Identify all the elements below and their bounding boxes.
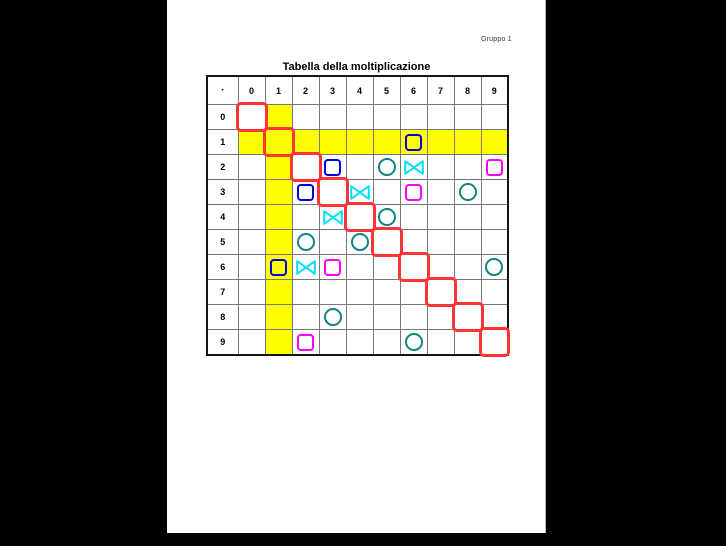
cell-content bbox=[347, 280, 373, 304]
table-row bbox=[207, 205, 508, 230]
cell-r4c2 bbox=[292, 205, 319, 230]
cell-r2c8 bbox=[454, 155, 481, 180]
cell-content bbox=[266, 280, 292, 304]
cell-content bbox=[266, 180, 292, 204]
cell-r1c7 bbox=[427, 130, 454, 155]
red-diagonal-square bbox=[398, 252, 430, 282]
cell-content bbox=[293, 130, 319, 154]
cell-r6c2 bbox=[292, 255, 319, 280]
teal-circle-mark bbox=[405, 333, 423, 351]
header-row bbox=[207, 76, 508, 105]
multiplication-table bbox=[206, 75, 509, 356]
cell-r8c4 bbox=[346, 305, 373, 330]
cell-r4c4 bbox=[346, 205, 373, 230]
cell-r5c7 bbox=[427, 230, 454, 255]
cell-r5c3 bbox=[319, 230, 346, 255]
cell-content bbox=[455, 205, 481, 229]
cell-content bbox=[293, 280, 319, 304]
cell-r2c0 bbox=[238, 155, 265, 180]
red-diagonal-square bbox=[344, 202, 376, 232]
table-row bbox=[207, 330, 508, 356]
cell-r4c1 bbox=[265, 205, 292, 230]
cell-r7c5 bbox=[373, 280, 400, 305]
cell-content bbox=[401, 205, 427, 229]
cell-content bbox=[428, 230, 454, 254]
cell-content bbox=[239, 330, 265, 354]
cell-r3c5 bbox=[373, 180, 400, 205]
cell-content bbox=[482, 130, 508, 154]
cell-content bbox=[320, 130, 346, 154]
col-header-7: 7 bbox=[427, 76, 454, 105]
cell-content bbox=[266, 330, 292, 354]
cell-r4c3 bbox=[319, 205, 346, 230]
cell-r3c0 bbox=[238, 180, 265, 205]
col-header-9: 9 bbox=[481, 76, 508, 105]
table-row bbox=[207, 130, 508, 155]
cell-content bbox=[293, 330, 319, 354]
cell-r9c8 bbox=[454, 330, 481, 356]
cell-content bbox=[239, 155, 265, 179]
cell-content bbox=[401, 280, 427, 304]
cell-content bbox=[239, 130, 265, 154]
cell-r0c3 bbox=[319, 105, 346, 130]
cell-r0c8 bbox=[454, 105, 481, 130]
cell-r6c9 bbox=[481, 255, 508, 280]
row-header-2: 2 bbox=[207, 155, 238, 180]
cell-r1c4 bbox=[346, 130, 373, 155]
cell-r1c5 bbox=[373, 130, 400, 155]
cell-r5c8 bbox=[454, 230, 481, 255]
cell-r9c5 bbox=[373, 330, 400, 356]
cell-r3c7 bbox=[427, 180, 454, 205]
cell-r7c4 bbox=[346, 280, 373, 305]
cell-r3c2 bbox=[292, 180, 319, 205]
cell-content bbox=[428, 205, 454, 229]
cell-r1c8 bbox=[454, 130, 481, 155]
cell-r4c5 bbox=[373, 205, 400, 230]
cell-r8c7 bbox=[427, 305, 454, 330]
cell-r4c9 bbox=[481, 205, 508, 230]
cell-content bbox=[482, 155, 508, 179]
col-header-1: 1 bbox=[265, 76, 292, 105]
blue-square-mark bbox=[297, 184, 314, 201]
cell-r8c8 bbox=[454, 305, 481, 330]
cell-content bbox=[266, 155, 292, 179]
blue-square-mark bbox=[405, 134, 422, 151]
cell-content bbox=[266, 230, 292, 254]
col-header-0: 0 bbox=[238, 76, 265, 105]
cell-content bbox=[482, 280, 508, 304]
cell-content bbox=[347, 155, 373, 179]
cell-content bbox=[401, 330, 427, 354]
cell-content bbox=[239, 255, 265, 279]
cell-r4c6 bbox=[400, 205, 427, 230]
cell-content bbox=[266, 255, 292, 279]
cell-content bbox=[293, 230, 319, 254]
row-header-0: 0 bbox=[207, 105, 238, 130]
cell-r7c6 bbox=[400, 280, 427, 305]
cell-content bbox=[320, 205, 346, 229]
cell-r2c5 bbox=[373, 155, 400, 180]
cell-r6c0 bbox=[238, 255, 265, 280]
cell-r7c0 bbox=[238, 280, 265, 305]
cell-r7c2 bbox=[292, 280, 319, 305]
cell-r2c4 bbox=[346, 155, 373, 180]
corner-cell: · bbox=[207, 76, 238, 105]
cell-r1c9 bbox=[481, 130, 508, 155]
cell-content bbox=[266, 205, 292, 229]
document-page bbox=[167, 0, 546, 533]
cell-r4c0 bbox=[238, 205, 265, 230]
cell-r8c1 bbox=[265, 305, 292, 330]
cell-r9c4 bbox=[346, 330, 373, 356]
cell-content bbox=[401, 130, 427, 154]
cell-r0c4 bbox=[346, 105, 373, 130]
cell-r2c1 bbox=[265, 155, 292, 180]
cell-content bbox=[239, 105, 265, 129]
teal-circle-mark bbox=[324, 308, 342, 326]
cell-content bbox=[455, 130, 481, 154]
cell-content bbox=[428, 330, 454, 354]
magenta-square-mark bbox=[486, 159, 503, 176]
cell-content bbox=[239, 305, 265, 329]
cell-r9c9 bbox=[481, 330, 508, 356]
cell-content bbox=[347, 305, 373, 329]
table-row bbox=[207, 280, 508, 305]
cell-content bbox=[428, 130, 454, 154]
cell-content bbox=[374, 255, 400, 279]
cell-r0c9 bbox=[481, 105, 508, 130]
cell-content bbox=[428, 105, 454, 129]
col-header-3: 3 bbox=[319, 76, 346, 105]
cell-content bbox=[320, 230, 346, 254]
cell-content bbox=[482, 230, 508, 254]
red-diagonal-square bbox=[371, 227, 403, 257]
cell-content bbox=[293, 255, 319, 279]
cell-content bbox=[401, 255, 427, 279]
cell-content bbox=[320, 105, 346, 129]
cell-content bbox=[455, 255, 481, 279]
cell-r2c9 bbox=[481, 155, 508, 180]
cell-content bbox=[293, 305, 319, 329]
cell-content bbox=[374, 305, 400, 329]
table-row bbox=[207, 230, 508, 255]
cell-content bbox=[239, 230, 265, 254]
row-header-1: 1 bbox=[207, 130, 238, 155]
cell-r1c0 bbox=[238, 130, 265, 155]
cell-r8c5 bbox=[373, 305, 400, 330]
cell-r5c5 bbox=[373, 230, 400, 255]
col-header-2: 2 bbox=[292, 76, 319, 105]
cell-content bbox=[374, 155, 400, 179]
cell-r7c7 bbox=[427, 280, 454, 305]
cell-content bbox=[455, 330, 481, 354]
cell-r8c2 bbox=[292, 305, 319, 330]
cell-content bbox=[293, 180, 319, 204]
cell-r9c3 bbox=[319, 330, 346, 356]
cell-content bbox=[374, 130, 400, 154]
cell-r0c0 bbox=[238, 105, 265, 130]
cell-r5c1 bbox=[265, 230, 292, 255]
cyan-bowtie-mark bbox=[323, 210, 343, 225]
cell-r5c2 bbox=[292, 230, 319, 255]
cell-content bbox=[347, 255, 373, 279]
cell-content bbox=[347, 180, 373, 204]
cell-r9c2 bbox=[292, 330, 319, 356]
cell-r8c6 bbox=[400, 305, 427, 330]
cell-r6c7 bbox=[427, 255, 454, 280]
cell-content bbox=[347, 330, 373, 354]
table-title: Tabella della moltiplicazione bbox=[282, 61, 431, 73]
row-header-8: 8 bbox=[207, 305, 238, 330]
cell-content bbox=[401, 155, 427, 179]
cell-content bbox=[482, 255, 508, 279]
cell-content bbox=[482, 180, 508, 204]
cell-r7c1 bbox=[265, 280, 292, 305]
cell-r9c6 bbox=[400, 330, 427, 356]
teal-circle-mark bbox=[351, 233, 369, 251]
row-header-6: 6 bbox=[207, 255, 238, 280]
cell-content bbox=[428, 280, 454, 304]
red-diagonal-square bbox=[317, 177, 349, 207]
teal-circle-mark bbox=[485, 258, 503, 276]
group-label: Gruppo 1 bbox=[481, 36, 512, 43]
col-header-6: 6 bbox=[400, 76, 427, 105]
cell-content bbox=[266, 130, 292, 154]
cell-content bbox=[266, 305, 292, 329]
cell-r8c3 bbox=[319, 305, 346, 330]
magenta-square-mark bbox=[297, 334, 314, 351]
magenta-square-mark bbox=[405, 184, 422, 201]
row-header-4: 4 bbox=[207, 205, 238, 230]
cell-r6c4 bbox=[346, 255, 373, 280]
cell-r0c5 bbox=[373, 105, 400, 130]
cell-r9c0 bbox=[238, 330, 265, 356]
cell-r9c7 bbox=[427, 330, 454, 356]
row-header-9: 9 bbox=[207, 330, 238, 356]
cell-r8c0 bbox=[238, 305, 265, 330]
table-row bbox=[207, 255, 508, 280]
cell-content bbox=[428, 180, 454, 204]
teal-circle-mark bbox=[297, 233, 315, 251]
cell-r3c6 bbox=[400, 180, 427, 205]
teal-circle-mark bbox=[378, 158, 396, 176]
cell-content bbox=[374, 280, 400, 304]
blue-square-mark bbox=[270, 259, 287, 276]
cyan-bowtie-mark bbox=[404, 160, 424, 175]
cell-r4c7 bbox=[427, 205, 454, 230]
cell-content bbox=[239, 180, 265, 204]
cell-content bbox=[455, 180, 481, 204]
cell-r7c8 bbox=[454, 280, 481, 305]
cell-r9c1 bbox=[265, 330, 292, 356]
cell-content bbox=[455, 230, 481, 254]
table-row bbox=[207, 305, 508, 330]
cell-content bbox=[455, 280, 481, 304]
cell-r0c6 bbox=[400, 105, 427, 130]
teal-circle-mark bbox=[459, 183, 477, 201]
cell-r6c6 bbox=[400, 255, 427, 280]
cell-content bbox=[293, 105, 319, 129]
magenta-square-mark bbox=[324, 259, 341, 276]
cell-content bbox=[482, 205, 508, 229]
cell-content bbox=[320, 305, 346, 329]
cell-r3c9 bbox=[481, 180, 508, 205]
red-diagonal-square bbox=[479, 327, 511, 357]
cell-content bbox=[347, 205, 373, 229]
cell-r7c3 bbox=[319, 280, 346, 305]
cell-content bbox=[320, 155, 346, 179]
table-row bbox=[207, 180, 508, 205]
cell-content bbox=[482, 330, 508, 354]
cell-content bbox=[320, 180, 346, 204]
cell-r3c1 bbox=[265, 180, 292, 205]
cell-content bbox=[401, 180, 427, 204]
red-diagonal-square bbox=[290, 152, 322, 182]
cell-r6c8 bbox=[454, 255, 481, 280]
cell-content bbox=[482, 305, 508, 329]
cell-content bbox=[320, 280, 346, 304]
cell-content bbox=[455, 305, 481, 329]
cell-r3c8 bbox=[454, 180, 481, 205]
cell-content bbox=[347, 130, 373, 154]
blue-square-mark bbox=[324, 159, 341, 176]
row-header-3: 3 bbox=[207, 180, 238, 205]
cell-content bbox=[482, 105, 508, 129]
red-diagonal-square bbox=[452, 302, 484, 332]
cell-content bbox=[266, 105, 292, 129]
table-row bbox=[207, 105, 508, 130]
cell-r5c4 bbox=[346, 230, 373, 255]
cell-content bbox=[239, 280, 265, 304]
cell-content bbox=[428, 305, 454, 329]
cell-content bbox=[428, 155, 454, 179]
cell-content bbox=[401, 230, 427, 254]
cell-content bbox=[455, 155, 481, 179]
cell-content bbox=[374, 105, 400, 129]
cell-r1c2 bbox=[292, 130, 319, 155]
table-row bbox=[207, 155, 508, 180]
cell-r0c1 bbox=[265, 105, 292, 130]
col-header-5: 5 bbox=[373, 76, 400, 105]
cell-content bbox=[401, 105, 427, 129]
cell-r3c3 bbox=[319, 180, 346, 205]
cell-content bbox=[320, 330, 346, 354]
cell-content bbox=[347, 105, 373, 129]
cell-content bbox=[374, 330, 400, 354]
cell-r3c4 bbox=[346, 180, 373, 205]
red-diagonal-square bbox=[236, 102, 268, 132]
cell-r4c8 bbox=[454, 205, 481, 230]
cell-content bbox=[239, 205, 265, 229]
cell-content bbox=[293, 205, 319, 229]
row-header-7: 7 bbox=[207, 280, 238, 305]
cell-r2c3 bbox=[319, 155, 346, 180]
cell-content bbox=[374, 230, 400, 254]
cell-r5c6 bbox=[400, 230, 427, 255]
teal-circle-mark bbox=[378, 208, 396, 226]
cell-content bbox=[374, 205, 400, 229]
red-diagonal-square bbox=[425, 277, 457, 307]
cell-r6c5 bbox=[373, 255, 400, 280]
cell-r8c9 bbox=[481, 305, 508, 330]
cell-r7c9 bbox=[481, 280, 508, 305]
col-header-8: 8 bbox=[454, 76, 481, 105]
cell-r2c7 bbox=[427, 155, 454, 180]
cell-r5c9 bbox=[481, 230, 508, 255]
cell-r6c3 bbox=[319, 255, 346, 280]
cyan-bowtie-mark bbox=[296, 260, 316, 275]
cell-r0c7 bbox=[427, 105, 454, 130]
cell-content bbox=[428, 255, 454, 279]
col-header-4: 4 bbox=[346, 76, 373, 105]
cell-content bbox=[347, 230, 373, 254]
cell-r2c6 bbox=[400, 155, 427, 180]
cell-r2c2 bbox=[292, 155, 319, 180]
cell-r1c3 bbox=[319, 130, 346, 155]
cyan-bowtie-mark bbox=[350, 185, 370, 200]
cell-content bbox=[401, 305, 427, 329]
cell-r1c6 bbox=[400, 130, 427, 155]
cell-r6c1 bbox=[265, 255, 292, 280]
cell-r0c2 bbox=[292, 105, 319, 130]
cell-r1c1 bbox=[265, 130, 292, 155]
cell-content bbox=[293, 155, 319, 179]
cell-content bbox=[320, 255, 346, 279]
cell-r5c0 bbox=[238, 230, 265, 255]
red-diagonal-square bbox=[263, 127, 295, 157]
cell-content bbox=[455, 105, 481, 129]
row-header-5: 5 bbox=[207, 230, 238, 255]
cell-content bbox=[374, 180, 400, 204]
